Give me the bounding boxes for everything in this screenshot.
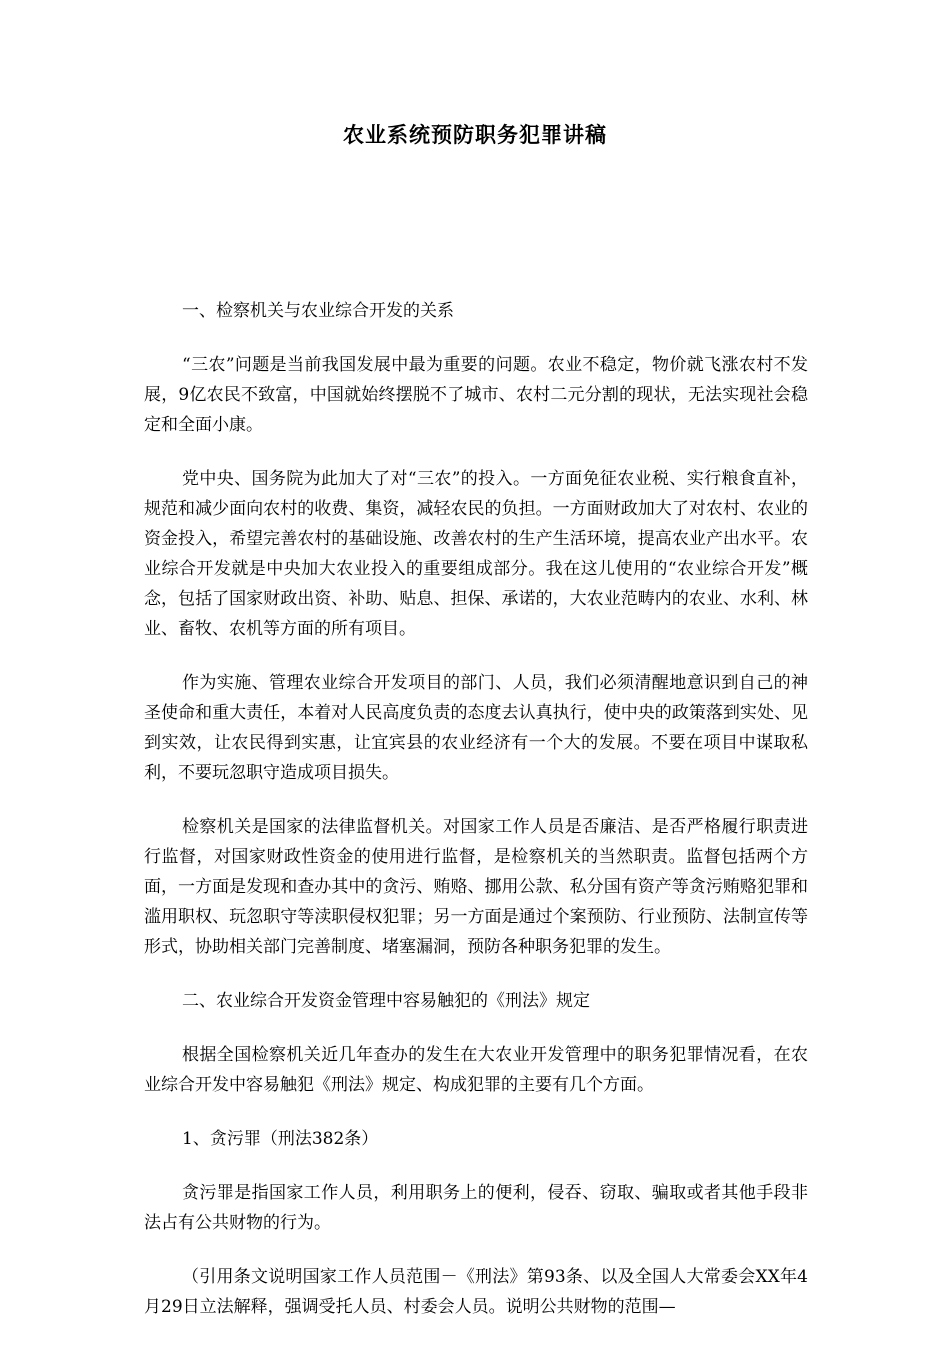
paragraph: 贪污罪是指国家工作人员，利用职务上的便利，侵吞、窃取、骗取或者其他手段非法占有公共财物的行为。: [144, 1183, 808, 1233]
paragraph: （引用条文说明国家工作人员范围－《刑法》第93条、以及全国人大常委会XX年4月29日立法解释，强调受托人员、村委会人员。说明公共财物的范围—: [144, 1267, 808, 1317]
section-heading-2: 二、农业综合开发资金管理中容易触犯的《刑法》规定: [182, 991, 590, 1011]
paragraph: 作为实施、管理农业综合开发项目的部门、人员，我们必须清醒地意识到自己的神圣使命和重大责任，本着对人民高度负责的态度去认真执行，使中央的政策落到实处、见到实效，让农民得到实惠，让宜宾县的农业经济有一个大的发展。不要在项目中谋取私利，不要玩忽职守造成项目损失。: [144, 673, 808, 783]
document-body: [144, 296, 808, 1346]
subsection-heading-1: 1、贪污罪（刑法382条）: [182, 1129, 379, 1149]
paragraph: “三农”问题是当前我国发展中最为重要的问题。农业不稳定，物价就飞涨农村不发展，9亿农民不致富，中国就始终摆脱不了城市、农村二元分割的现状，无法实现社会稳定和全面小康。: [144, 355, 808, 435]
section-heading-1: 一、检察机关与农业综合开发的关系: [182, 301, 454, 321]
document-title: 农业系统预防职务犯罪讲稿: [343, 123, 607, 147]
paragraph: 检察机关是国家的法律监督机关。对国家工作人员是否廉洁、是否严格履行职责进行监督，对国家财政性资金的使用进行监督，是检察机关的当然职责。监督包括两个方面，一方面是发现和查办其中的贪污、贿赂、挪用公款、私分国有资产等贪污贿赂犯罪和滥用职权、玩忽职守等渎职侵权犯罪；另一方面是通过个案预防、行业预防、法制宣传等形式，协助相关部门完善制度、堵塞漏洞，预防各种职务犯罪的发生。: [144, 817, 808, 957]
paragraph: 根据全国检察机关近几年查办的发生在大农业开发管理中的职务犯罪情况看，在农业综合开发中容易触犯《刑法》规定、构成犯罪的主要有几个方面。: [144, 1045, 808, 1095]
paragraph: 党中央、国务院为此加大了对“三农”的投入。一方面免征农业税、实行粮食直补，规范和减少面向农村的收费、集资，减轻农民的负担。一方面财政加大了对农村、农业的资金投入，希望完善农村的基础设施、改善农村的生产生活环境，提高农业产出水平。农业综合开发就是中央加大农业投入的重要组成部分。我在这儿使用的“农业综合开发”概念，包括了国家财政出资、补助、贴息、担保、承诺的，大农业范畴内的农业、水利、林业、畜牧、农机等方面的所有项目。: [144, 469, 808, 639]
